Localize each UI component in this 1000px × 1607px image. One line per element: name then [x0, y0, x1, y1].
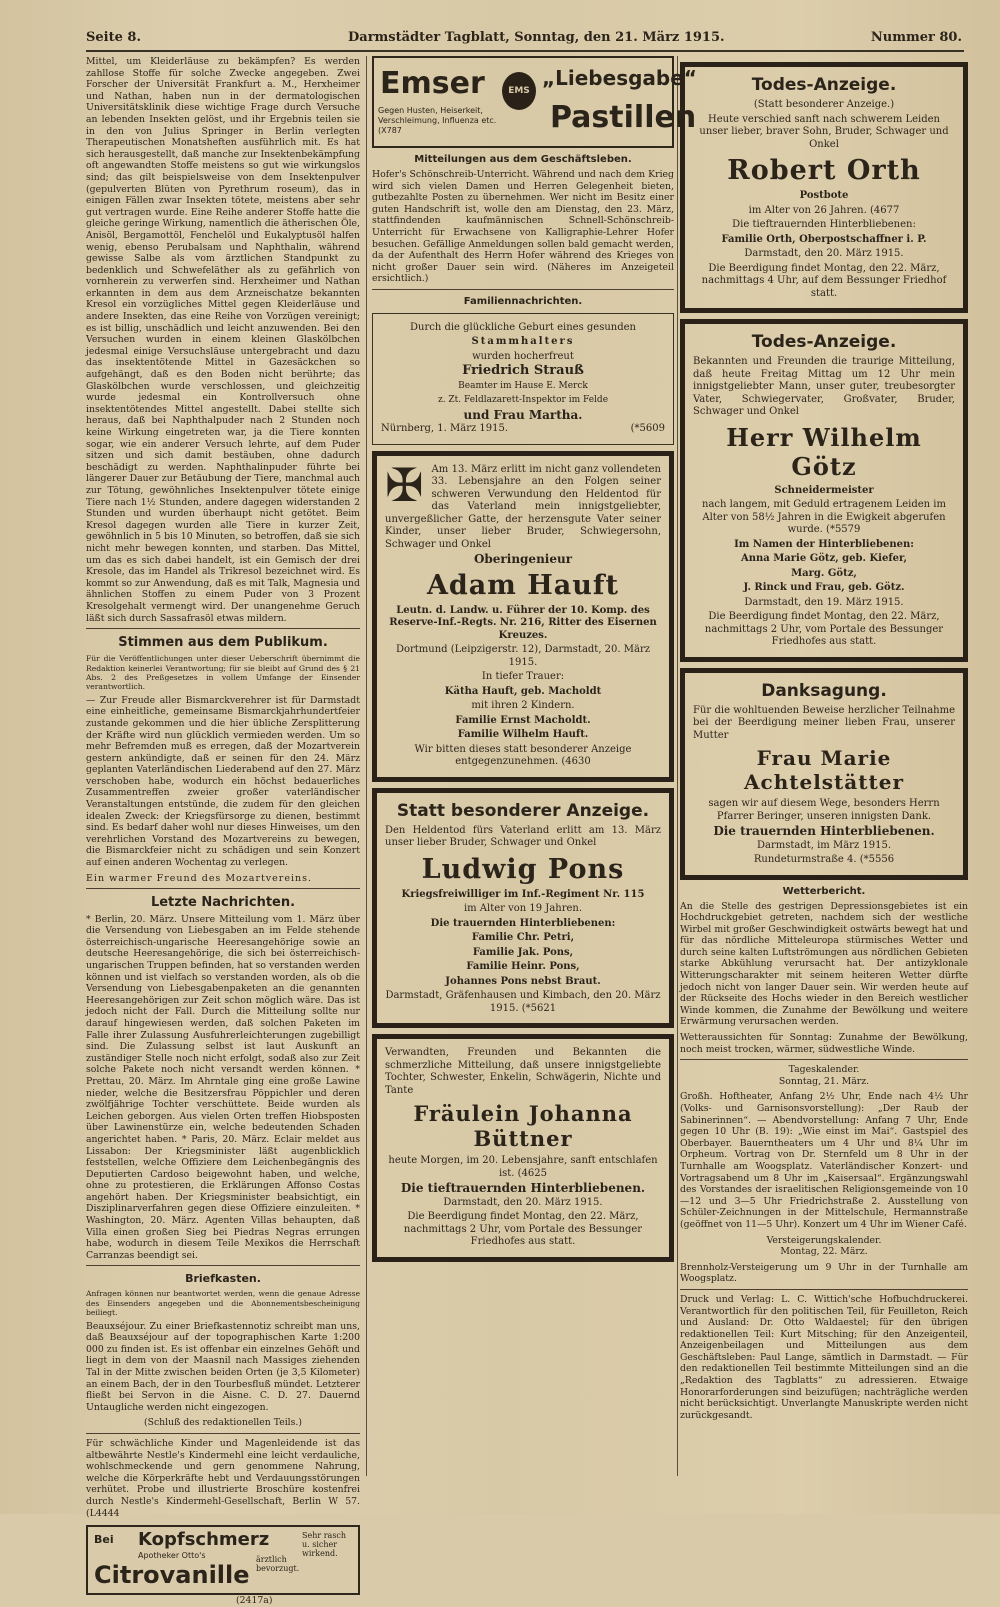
- wetter-text: An die Stelle des gestrigen Depressionsgebietes ist ein Hochdruckgebiet getreten, nachdem sich der westliche Wirbel mit großer Geschwindigkeit ostwärts bewegt hat und für das nördliche Mitteleuropa stürmisches Wetter und durch seine kalten Luftströmungen aus nördlichen Gebieten starke Abkühlung verursacht hat. Der antizyklonale Witterungscharakter mit seinem heiteren Wetter dürfte jedoch nicht von langer Dauer sein. Wir werden heute auf der Rückseite des Hochs wieder in den Bereich westlicher Winde kommen, die Zunahme der Bewölkung und weitere Erwärmung verursachen werden.: [680, 900, 968, 1028]
- kleiderlaeuse-article: Mittel, um Kleiderläuse zu bekämpfen? Es werden zahllose Stoffe für solche Zwecke angegeben. Zwei Forscher der Universität Frankfurt a. M., Herxheimer und Nathan, haben nun in der dermatologischen Universitätsklinik diese wichtige Frage durch Versuche an lebenden Insekten gelöst, und ihr Ergebnis teilen sie in den von Julius Springer in Berlin verlegten Therapeutischen Monatsheften ausführlich mit. Es hat sich herausgestellt, daß manche zur Insektenbekämpfung oft angewandten Stoffe meistens so gut wie wirkungslos sind; das gilt beispielsweise von dem Insektenpulver (gepulverten Blüten von Pyrethrum roseum), das in einigen Fällen zwar Insekten tötete, meistens aber sehr gut vertragen wurde. Eine Reihe anderer Stoffe hatte die gleiche geringe Wirkung, namentlich die ätherischen Öle, Anisöl, Bergamottöl, Fenchelöl und Eukalyptusöl halfen wenig, ebenso Perubalsam und Naphthalin, während gewisse Salbe als vom ärztlichen Standpunkt zu bedenklich und Schwefeläther als zu gefährlich von vornherein zu verwerfen sind. Herxheimer und Nathan erkannten in dem aus dem Arzneischatze bekannten Kresol ein vorzügliches Mittel gegen Kleiderläuse und andere Insekten, das eine Reihe von Vorzügen vereinigt; es ist billig, unschädlich und leicht anzuwenden. Bei den Versuchen wurden in einem kleinen Glaskölbchen jedesmal einige Versuchsläuse untergebracht und dazu das insektentötende Mittel in Gazesäckchen so aufgehängt, daß es den Boden nicht berührte; das Glaskölbchen wurde verschlossen, und gleichzeitig wurde jedesmal ein Kontrollversuch ohne insektentötendes Mittel angestellt. Dabei stellte sich heraus, daß bei Naphthalpuder nach 2 Stunden noch keine Wirkung eingetreten war, ja die Tiere konnten sogar, wie ein anderer Versuch lehrte, auf dem Puder sitzen und sich damit bestäuben, ohne dadurch beschädigt zu werden. Naphthalinpuder führte bei längerer Dauer zur Betäubung der Tiere, manchmal auch zur Tötung, gewöhnliches Insektenpulver tötete einige Tiere nach 1½ Stunden, andere dagegen widerstanden 2 Stunden und wurden überhaupt nicht getötet. Beim Kresol dagegen wurden alle Tiere in kurzer Zeit, gewöhnlich in 5 bis 10 Minuten, so betroffen, daß sie sich nicht mehr bewegen konnten, und starben. Das Mittel, um das es sich dabei handelt, ist ein Gemisch der drei Kresole, das im Handel als Trikresol bezeichnet wird. Es kommt so zur Anwendung, daß es mit Talk, Magnesia und ähnlichen Stoffen zu einem Puder von 3 Prozent Kresolgehalt vermengt wird. Der unangenehme Geruch läßt sich durch Sassafrasöl etwas mildern.: [86, 56, 360, 624]
- pons-family: Familie Jak. Pons,: [472, 946, 574, 958]
- divider: [86, 1265, 360, 1266]
- orth-obituary: [680, 62, 968, 313]
- goetz-family: Marg. Götz,: [791, 567, 857, 579]
- ad-aerztlich: ärztlich bevorzugt.: [256, 1555, 300, 1574]
- column-1: [86, 56, 360, 1607]
- tageskalender-heading: Tageskalender.: [788, 1064, 860, 1076]
- ad-liebesgabe: „Liebesgabe“: [542, 66, 697, 90]
- hauft-desc: Leutn. d. Landw. u. Führer der 10. Komp. des Reserve-Inf.-Regts. Nr. 216, Ritter des Eisernen Kreuzes.: [389, 604, 657, 641]
- ad-bei: Bei: [94, 1533, 114, 1547]
- hauft-note: Wir bitten dieses statt besonderer Anzeige entgegenzunehmen.: [414, 743, 632, 768]
- emser-pastillen-ad: [372, 56, 697, 148]
- goetz-trauer: Im Namen der Hinterbliebenen:: [734, 538, 914, 550]
- orth-name: Robert Orth: [727, 155, 921, 186]
- wetter-aussichten: Wetteraussichten für Sonntag: Zunahme der Bewölkung, noch meist trocken, wärmer, südwestliche Winde.: [680, 1032, 968, 1055]
- birth-line: Beamter im Hause E. Merck: [458, 380, 588, 391]
- stimmen-heading: Stimmen aus dem Publikum.: [118, 635, 328, 651]
- page-header: [86, 30, 962, 50]
- birth-announcement: [372, 313, 674, 445]
- birth-line: wurden hocherfreut: [472, 350, 574, 362]
- stimmen-text: — Zur Freude aller Bismarckverehrer ist für Darmstadt eine einheitliche, gemeinsame Bismarckjahrhundertfeier zustande gekommen und die hier übliche Zersplitterung der Kräfte wird nun glücklich vermieden werden. Um so mehr Befremden muß es erregen, daß der Mozartverein gestern ankündigte, daß er seinen für den 24. März geplanten Vaterländischen Liederabend auf den 27. März verschoben habe, wodurch ein höchst bedauerliches Zusammentreffen zweier großer vaterländischer Veranstaltungen entstünde, die zudem für den gleichen idealen Zweck: der Kriegsfürsorge zu dienen, bestimmt sind. Es bedarf daher wohl nur dieses Hinweises, um den verehrlichen Vorstand des Mozartvereins zu bewegen, die Bismarckfeier nicht zu schädigen und sein Konzert auf einen anderen Wochentag zu verlegen.: [86, 694, 360, 869]
- goetz-title: Todes-Anzeige.: [751, 332, 897, 352]
- dank-title: Danksagung.: [761, 680, 887, 701]
- birth-code: (*5609: [630, 423, 665, 435]
- mitteilungen-text: Hofer's Schönschreib-Unterricht. Während und nach dem Krieg wird sich vielen Damen und Herren Gelegenheit bieten, gutbezahlte Posten zu übernehmen. Wer nicht im Besitz einer guten Handschrift ist, wolle den am Dienstag, den 23. März, stattfindenden kaufmännischen Schnell-Schönschreib-Unterricht für Erwachsene von Kalligraphie-Lehrer Hofer besuchen. Gefällige Anmeldungen sollen bald gemacht werden, da der Aufenthalt des Herrn Hofer während des Krieges von nicht großer Dauer sein wird. (Näheres im Anzeigeteil ersichtlich.): [372, 169, 674, 285]
- ad-citrovanille: Citrovanille: [94, 1561, 250, 1590]
- tageskalender-text: Großh. Hoftheater, Anfang 2½ Uhr, Ende nach 4½ Uhr (Volks- und Garnisonsvorstellung): „Der Raub der Sabinerinnen“. — Abendvorstellung: Anfang 7 Uhr, Ende gegen 10 Uhr (B. 19): „Wie einst im Mai“. Gastspiel des Oberbayer. Bauerntheaters um 4 Uhr und 8¼ Uhr im Orpheum. Vortrag von Dr. Sternfeld um 8 Uhr in der Turnhalle am Woogsplatz. Vaterländischer Konzert- und Vortragsabend um 8 Uhr im „Kaisersaal“. Ergänzungswahl des Vorstandes der israelitischen Religionsgemeinde von 10—12 und 3—5 Uhr Friedrichstraße 2. Ausstellung von Schüler-Zeichnungen in der Mittelschule, Hermannstraße (geöffnet von 11—5 Uhr). Konzert um 4 Uhr im Wiener Café.: [680, 1091, 968, 1230]
- dank-street: Rundeturmstraße 4.: [753, 854, 857, 865]
- divider: [86, 628, 360, 629]
- mitteilungen-heading: Mitteilungen aus dem Geschäftsleben.: [414, 154, 632, 165]
- column-rule-2: [677, 56, 678, 1476]
- goetz-text: Bekannten und Freunden die traurige Mitteilung, daß heute Freitag Mittag um 12 Uhr mein innigstgeliebter Mann, unser guter, treubesorgter Vater, Schwiegervater, Großvater, Bruder, Schwager und Onkel: [693, 356, 955, 417]
- pons-obituary: [372, 788, 674, 1029]
- pons-title: Statt besonderer Anzeige.: [396, 800, 650, 821]
- pons-name: Ludwig Pons: [421, 853, 625, 885]
- hauft-family: Kätha Hauft, geb. Macholdt: [444, 685, 602, 697]
- letzte-nachrichten-heading: Letzte Nachrichten.: [150, 894, 296, 910]
- orth-trauer: Die tieftrauernden Hinterbliebenen:: [732, 219, 916, 230]
- dank-trauer: Die trauernden Hinterbliebenen.: [713, 824, 935, 838]
- dank-place: Darmstadt, im März 1915.: [756, 839, 892, 851]
- orth-age: im Alter von 26 Jahren.: [748, 204, 867, 216]
- buettner-text2: heute Morgen, im 20. Lebensjahre, sanft entschlafen ist.: [388, 1155, 658, 1179]
- orth-note: Die Beerdigung findet Montag, den 22. März, nachmittags 4 Uhr, auf dem Bessunger Friedhof statt.: [701, 262, 947, 299]
- pons-age: im Alter von 19 Jahren.: [463, 903, 583, 915]
- briefkasten-note: Anfragen können nur beantwortet werden, wenn die genaue Adresse des Einsenders angegeben und die Abonnementsbescheinigung beiliegt.: [86, 1289, 360, 1318]
- ad-gegen-husten: Gegen Husten, Heiserkeit, Verschleimung, Influenza etc. (X787: [378, 106, 497, 135]
- citrovanille-ad: [86, 1525, 360, 1595]
- pons-family: Johannes Pons nebst Braut.: [445, 975, 601, 987]
- hauft-text: Am 13. März erlitt im nicht ganz vollendeten 33. Lebensjahre an den Folgen seiner schweren Verwundung den Heldentod für das Vaterland mein innigstgeliebter, unvergeßlicher Gatte, der herzensgute Vater seiner Kinder, unser lieber Bruder, Schwiegersohn, Schwager und Onkel: [385, 463, 661, 550]
- goetz-place: Darmstadt, den 19. März 1915.: [744, 596, 904, 608]
- ad-kopfschmerz: Kopfschmerz: [138, 1529, 270, 1551]
- ad-apotheker: Apotheker Otto's: [138, 1551, 206, 1561]
- schluss-line: (Schluß des redaktionellen Teils.): [143, 1417, 303, 1429]
- divider: [680, 1059, 968, 1060]
- pons-trauer: Die trauernden Hinterbliebenen:: [430, 917, 616, 929]
- orth-place: Darmstadt, den 20. März 1915.: [744, 248, 904, 259]
- birth-line: z. Zt. Feldlazarett-Inspektor im Felde: [437, 395, 609, 406]
- hauft-obituary: [372, 451, 674, 782]
- goetz-obituary: [680, 319, 968, 662]
- danksagung: [680, 668, 968, 880]
- orth-title: Todes-Anzeige.: [751, 75, 897, 95]
- birth-line: Durch die glückliche Geburt eines gesunden: [410, 321, 636, 333]
- birth-father-name: Friedrich Strauß: [462, 363, 584, 379]
- pons-text: Den Heldentod fürs Vaterland erlitt am 13. März unser lieber Bruder, Schwager und Onkel: [385, 824, 661, 849]
- goetz-code: (*5579: [826, 524, 861, 535]
- buettner-place: Darmstadt, den 20. März 1915.: [443, 1196, 603, 1208]
- briefkasten-heading: Briefkasten.: [185, 1272, 261, 1286]
- hauft-family: mit ihren 2 Kindern.: [471, 700, 575, 712]
- birth-place: Nürnberg, 1. März 1915.: [381, 423, 509, 435]
- pons-family: Familie Heinr. Pons,: [466, 961, 580, 973]
- column-2: [372, 56, 697, 1496]
- header-rule: [86, 50, 964, 52]
- masthead-line: Darmstädter Tagblatt, Sonntag, den 21. März 1915.: [348, 30, 725, 45]
- goetz-name: Herr Wilhelm Götz: [726, 422, 922, 481]
- versteigerung-date: Montag, 22. März.: [780, 1246, 868, 1258]
- ems-logo-icon: EMS: [502, 72, 536, 110]
- dank-text: Für die wohltuenden Beweise herzlicher Teilnahme bei der Beerdigung meiner lieben Frau, unserer Mutter: [693, 704, 955, 741]
- dank-code: (*5556: [859, 854, 895, 865]
- familien-heading: Familiennachrichten.: [463, 295, 583, 307]
- stimmen-signature: Ein warmer Freund des Mozartvereins.: [86, 872, 313, 884]
- orth-code: (4677: [869, 204, 900, 216]
- iron-cross-icon: ✠: [385, 457, 424, 512]
- divider: [372, 289, 674, 290]
- hauft-family: Familie Ernst Macholdt.: [455, 714, 591, 726]
- hauft-place: Dortmund (Leipzigerstr. 12), Darmstadt, 20. März 1915.: [395, 644, 651, 668]
- hauft-rank: Oberingenieur: [473, 552, 573, 567]
- dank-name: Frau Marie Achtelstätter: [744, 746, 904, 794]
- divider: [86, 888, 360, 889]
- goetz-family: J. Rinck und Frau, geb. Götz.: [743, 582, 905, 593]
- buettner-code: (4625: [517, 1167, 548, 1179]
- letzte-nachrichten-text: * Berlin, 20. März. Unsere Mitteilung vom 1. März über die Versendung von Liebesgaben an im Felde stehende österreichisch-ungarische Heeresangehörige sowie an deutsche Heeresangehörige, die sich bei österreichisch-ungarischen Truppen befinden, hat so verstanden werden können und ist vielfach so verstanden worden, als ob die Versendung von Liebesgabenpaketen an die genannten Heeresangehörigen zur Zeit schon möglich wäre. Das ist jedoch nicht der Fall. Durch die Mitteilung sollte nur darauf hingewiesen werden, daß solchen Paketen im Falle ihrer Zulassung Ausfuhrerleichterungen zugebilligt sind. Die Zulassung selbst ist laut Auskunft an zuständiger Stelle noch nicht erfolgt, sodaß also zur Zeit solche Pakete noch nicht versandt werden können. * Prettau, 20. März. Im Ahrntale ging eine große Lawine nieder, welche die Besitzersfrau Pöppichler und deren zwölfjährige Tochter verschüttete. Beide wurden als Leichen geborgen. Aus vielen Orten treffen Hiobsposten über Lawinenstürze ein, welche bedeutenden Schaden angerichtet haben. * Paris, 20. März. Eclair meldet aus Lissabon: Der Kriegsminister läßt augenblicklich feststellen, welche Offiziere dem Leichenbegängnis des Deputierten Cardoso beigewohnt haben, und welche, ohne zu protestieren, die Erklärungen Affonso Costas angehört haben. Der Kriegsminister beabsichtigt, ein Disziplinarverfahren gegen diese Offiziere einzuleiten. * Washington, 20. März. Agenten Villas behaupten, daß Villa einen großen Sieg bei Piedras Negras errungen habe, wodurch in diesem Teile Mexikos die Herrschaft Carranzas beendigt sei.: [86, 913, 360, 1261]
- orth-job: Postbote: [799, 190, 849, 201]
- orth-text: Heute verschied sanft nach schwerem Leiden unser lieber, braver Sohn, Bruder, Schwager und Onkel: [699, 113, 949, 150]
- goetz-note: Die Beerdigung findet Montag, den 22. März, nachmittags 2 Uhr, vom Portale des Bessunger Friedhofes aus statt.: [704, 611, 944, 647]
- issue-number: Nummer 80.: [870, 30, 962, 45]
- orth-sub: (Statt besonderer Anzeige.): [753, 99, 895, 110]
- goetz-job: Schneidermeister: [774, 484, 874, 496]
- buettner-text: Verwandten, Freunden und Bekannten die schmerzliche Mitteilung, daß unsere innigstgeliebte Tochter, Schwester, Enkelin, Schwägerin, Nichte und Tante: [385, 1047, 661, 1096]
- buettner-obituary: [372, 1034, 674, 1262]
- goetz-family: Anna Marie Götz, geb. Kiefer,: [740, 553, 908, 564]
- pons-place: Darmstadt, Gräfenhausen und Kimbach, den 20. März 1915.: [385, 990, 661, 1014]
- stimmen-note: Für die Veröffentlichungen unter dieser Ueberschrift übernimmt die Redaktion keinerlei Verantwortung; für sie bleibt auf Grund des § 21 Abs. 2 des Preßgesetzes in vollem Umfange der Einsender verantwortlich.: [86, 654, 360, 692]
- column-3: [680, 56, 968, 1476]
- divider: [86, 1433, 360, 1434]
- hauft-family: Familie Wilhelm Hauft.: [457, 729, 589, 741]
- ad-sehr-rasch: Sehr rasch u. sicher wirkend.: [302, 1531, 347, 1559]
- tageskalender-date: Sonntag, 21. März.: [778, 1075, 870, 1087]
- wetter-heading: Wetterbericht.: [782, 885, 866, 897]
- briefkasten-text: Beauxséjour. Zu einer Briefkastennotiz schreibt man uns, daß Beauxséjour auf der topographischen Karte 1:200 000 zu finden ist. Es ist offenbar ein einzelnes Gehöft und liegt in dem von der Maasnil nach Massiges ziehenden Tal in der Mitte zwischen beiden Orten (je 3,5 Kilometer) an einem Bach, der in den Tourbesfluß mündet. Letzterer fließt bei Servon in die Aisne. C. D. 27. Dauernd Untaugliche werden nicht eingezogen.: [86, 1320, 360, 1413]
- hauft-name: Adam Hauft: [426, 569, 619, 601]
- impressum: Druck und Verlag: L. C. Wittich'sche Hofbuchdruckerei. Verantwortlich für den politischen Teil, für Feuilleton, Reich und Ausland: Dr. Otto Waldaestel; für den übrigen redaktionellen Teil: Kurt Mitsching; für den Anzeigenteil, Anzeigenbeilagen und Mitteilungen aus dem Geschäftsleben: Paul Lange, sämtlich in Darmstadt. — Für den redaktionellen Teil bestimmte Mitteilungen sind an die „Redaktion des Tagblatts“ zu adressieren. Etwaige Honorarforderungen sind beizufügen; nachträgliche werden nicht berücksichtigt. Unverlangte Manuskripte werden nicht zurückgesandt.: [680, 1293, 968, 1421]
- pons-code: (*5621: [521, 1002, 557, 1014]
- ad-pastillen: Pastillen: [550, 100, 697, 135]
- buettner-note: Die Beerdigung findet Montag, den 22. März, nachmittags 2 Uhr, vom Portale des Bessunger Friedhofes aus statt.: [403, 1211, 643, 1248]
- birth-stammhalter: Stammhalters: [471, 336, 575, 348]
- versteigerung-heading: Versteigerungskalender.: [766, 1234, 882, 1246]
- page-label: Seite 8.: [86, 30, 141, 45]
- pons-family: Familie Chr. Petri,: [471, 932, 575, 944]
- birth-mother: und Frau Martha.: [463, 407, 583, 422]
- ad-code: (2417a): [236, 1595, 273, 1607]
- goetz-text2: nach langem, mit Geduld ertragenem Leiden im Alter von 58½ Jahren in die Ewigkeit abgerufen wurde.: [702, 499, 946, 535]
- divider: [680, 1289, 968, 1290]
- pons-desc: Kriegsfreiwilliger im Inf.-Regiment Nr. 115: [401, 888, 645, 900]
- orth-family: Familie Orth, Oberpostschaffner i. P.: [721, 233, 927, 245]
- buettner-trauer: Die tieftrauernden Hinterbliebenen.: [400, 1181, 646, 1196]
- versteigerung-text: Brennholz-Versteigerung um 9 Uhr in der Turnhalle am Woogsplatz.: [680, 1261, 968, 1285]
- hauft-code: (4630: [561, 756, 591, 768]
- nestle-ad: Für schwächliche Kinder und Magenleidende ist das altbewährte Nestle's Kindermehl eine leicht verdauliche, wohlschmeckende und gern genommene Nahrung, welche die Körperkräfte hebt und Verdauungsstörungen verhütet. Probe und illustrierte Broschüre kostenfrei durch Nestle's Kindermehl-Gesellschaft, Berlin W 57. (L4444: [86, 1438, 360, 1519]
- ad-emser: Emser: [380, 66, 485, 101]
- dank-text2: sagen wir auf diesem Wege, besonders Herrn Pfarrer Beringer, unseren innigsten Dank.: [708, 798, 940, 822]
- hauft-trauer: In tiefer Trauer:: [481, 671, 565, 683]
- column-rule-1: [366, 56, 367, 1476]
- buettner-name: Fräulein Johanna Büttner: [413, 1101, 633, 1152]
